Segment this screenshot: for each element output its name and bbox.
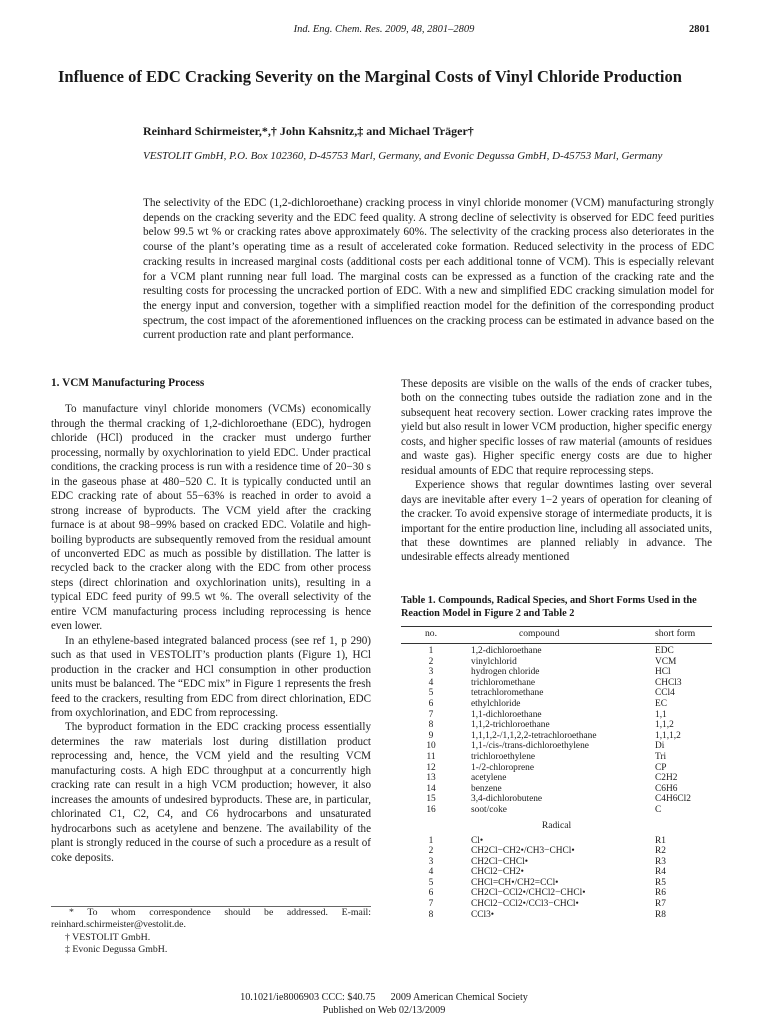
table-row	[401, 688, 712, 699]
cell-no: 15	[426, 794, 436, 805]
cell-compound: 1-/2-chloroprene	[471, 762, 534, 773]
cell-compound: 3,4-dichlorobutene	[471, 794, 543, 805]
cell-short-form: R2	[655, 846, 666, 857]
cell-compound: soot/coke	[471, 804, 507, 815]
cell-short-form: HCl	[655, 667, 671, 678]
published-line: Published on Web 02/13/2009	[322, 1005, 446, 1016]
cell-no: 3	[428, 667, 434, 678]
cell-no: 14	[426, 783, 436, 794]
cell-compound: CCl3•	[471, 909, 495, 920]
cell-no: 4	[428, 677, 434, 688]
affiliation: VESTOLIT GmbH, P.O. Box 102360, D-45753 Marl, Germany, and Evonic Degussa GmbH, D-45753 Marl, Germany	[143, 150, 663, 162]
cell-short-form: C2H2	[655, 773, 678, 784]
paragraph: To manufacture vinyl chloride monomers (VCMs) economically through the thermal cracking of 1,2-dichloroethane (EDC), hydrogen chloride (HCl) produced in the cracker must undergo further processing, normally by oxychlorination to yield EDC. Under practical conditions, the cracking process is run with a residence time of 20−30 s in the gaseous phase at 480−520 C. It is typically conducted until an EDC cracking rate of about 55−63% is reached in order to avoid a strong increase of byproducts. The VCM yield after the cracking furnace is at about 98−99% based on cracked EDC. Volatile and high-boiling byproducts are subsequently removed from the residual amount of unconverted EDC as much as possible by distillation. The latter is recycled back to the cracker along with the EDC from other process steps (direct chlorination and oxychlorination units), resulting in a typical EDC feed purity of 99.5 wt %. The overall selectivity of the entire VCM manufacturing process including reprocessing is hence even lower.	[51, 403, 371, 633]
cell-no: 2	[428, 846, 434, 857]
page-number: 2801	[689, 24, 710, 35]
table-row	[401, 867, 712, 878]
right-column	[401, 377, 712, 565]
cell-short-form: Di	[655, 741, 665, 752]
paragraph: These deposits are visible on the walls of the ends of cracker tubes, both on the connecting tubes outside the radiation zone and in the subsequent heat recovery section. Lower cracking rates improve the yield but also result in lower VCM production, higher specific energy costs, and higher specific losses of raw material (amounts of residues and waste gas). Higher specific energy costs are due to higher residual amounts of EDC that require reprocessing steps.	[401, 378, 712, 477]
cell-short-form: Tri	[655, 751, 667, 762]
table-row	[401, 657, 712, 668]
cell-compound: CH2Cl−CCl2•/CHCl2−CHCl•	[471, 888, 586, 899]
table-row	[401, 646, 712, 657]
cell-no: 11	[426, 751, 436, 762]
cell-compound: 1,1-/cis-/trans-dichloroethylene	[471, 741, 589, 752]
table-row	[401, 784, 712, 795]
footnotes	[51, 906, 371, 956]
cell-compound: trichloromethane	[471, 677, 536, 688]
cell-no: 1	[428, 646, 434, 656]
table-row	[401, 763, 712, 774]
page-header	[0, 24, 768, 38]
table-row	[401, 878, 712, 889]
table-row	[401, 752, 712, 763]
table-rule	[401, 626, 712, 627]
cell-compound: 1,1,2-trichloroethane	[471, 720, 550, 731]
cell-no: 13	[426, 773, 436, 784]
abstract: The selectivity of the EDC (1,2-dichloroethane) cracking process in vinyl chloride monomer (VCM) manufacturing strongly depends on the cracking severity and the EDC feed quality. A strong decline of selectivity is observed for EDC feed purities below 99.5 wt % or cracking rates above approximately 60%. The selectivity of the cracking process also deteriorates in the course of the plant’s operating time as a result of accelerated coke formation. Reduced selectivity in the process of EDC cracking results in increased marginal costs (additional costs per each additional tonne of VCM). This is especially relevant for a VCM plant running near full load. The marginal costs can be expressed as a function of the cracking rate and the resulting costs for processing the uncracked portion of EDC. With a new and simplified EDC cracking simulation model for the energy input and conversion, together with a simplified reaction model for the definition of the corresponding product spectrum, the cost impact of the aforementioned influences on the cracking process can be estimated in advance based on the current production rate and plant performance.	[143, 197, 714, 342]
cell-short-form: EDC	[655, 646, 674, 656]
table-row	[401, 667, 712, 678]
radical-heading: Radical	[541, 819, 572, 831]
cell-no: 8	[428, 720, 434, 731]
section-heading: 1. VCM Manufacturing Process	[51, 377, 205, 389]
article-title: Influence of EDC Cracking Severity on the Marginal Costs of Vinyl Chloride Production	[58, 67, 682, 86]
cell-no: 5	[428, 688, 434, 699]
cell-short-form: R6	[655, 888, 666, 899]
affiliation-footnote: ‡ Evonic Degussa GmbH.	[65, 943, 168, 955]
cell-compound: hydrogen chloride	[471, 667, 540, 678]
paragraph: In an ethylene-based integrated balanced process (see ref 1, p 290) such as that used in VESTOLIT’s production plants (Figure 1), HCl production in the cracker and HCl consumption in other production units must be balanced. The “EDC mix” in Figure 1 represents the fresh feed to the crackers, resulting from EDC from direct chlorination, EDC from oxychlorination, and EDC from reprocessing.	[51, 634, 371, 719]
cell-no: 6	[428, 888, 434, 899]
cell-short-form: C6H6	[655, 783, 678, 794]
compound-rows	[401, 646, 712, 816]
affiliation-footnote: † VESTOLIT GmbH.	[65, 931, 151, 943]
table-row	[401, 699, 712, 710]
cell-compound: 1,2-dichloroethane	[471, 646, 542, 656]
table-row	[401, 899, 712, 910]
cell-no: 4	[428, 867, 434, 878]
cell-compound: CHCl2−CCl2•/CCl3−CHCl•	[471, 899, 579, 910]
cell-no: 5	[428, 877, 434, 888]
author-list: Reinhard Schirmeister,*,† John Kahsnitz,‡ and Michael Träger†	[143, 124, 474, 138]
cell-short-form: 1,1,1,2	[655, 730, 681, 741]
cell-short-form: EC	[655, 698, 667, 709]
cell-no: 3	[428, 856, 434, 867]
table-row	[401, 773, 712, 784]
compound-table	[401, 594, 712, 920]
cell-compound: benzene	[471, 783, 502, 794]
column-header-short-form: short form	[655, 628, 696, 639]
cell-short-form: R3	[655, 856, 666, 867]
cell-compound: CH2Cl−CH2•/CH3−CHCl•	[471, 846, 575, 857]
cell-short-form: R5	[655, 877, 666, 888]
cell-no: 7	[428, 899, 434, 910]
cell-compound: Cl•	[471, 835, 484, 846]
table-row	[401, 710, 712, 721]
cell-no: 9	[428, 730, 434, 741]
table-row	[401, 910, 712, 921]
cell-short-form: 1,1	[655, 709, 667, 720]
cell-no: 1	[428, 835, 434, 846]
cell-short-form: R8	[655, 909, 666, 920]
cell-short-form: R4	[655, 867, 666, 878]
cell-short-form: VCM	[655, 656, 677, 667]
column-header-compound: compound	[519, 628, 560, 639]
cell-no: 8	[428, 909, 434, 920]
cell-compound: 1,1,1,2-/1,1,2,2-tetrachloroethane	[471, 730, 597, 741]
table-row	[401, 805, 712, 816]
cell-short-form: 1,1,2	[655, 720, 674, 731]
table-row	[401, 846, 712, 857]
cell-compound: acetylene	[471, 773, 507, 784]
table-rule	[401, 643, 712, 644]
cell-compound: CHCl2−CH2•	[471, 867, 524, 878]
cell-short-form: R1	[655, 835, 666, 846]
cell-compound: 1,1-dichloroethane	[471, 709, 542, 720]
cell-compound: vinylchlorid	[471, 656, 517, 667]
cell-short-form: C	[655, 804, 662, 815]
table-row	[401, 678, 712, 689]
paragraph: Experience shows that regular downtimes lasting over several days are inevitable after every 1−2 years of operation for cleaning of the cracker. To avoid expensive storage of intermediate products, it is important for the entire production line, including all associated units, that these downtimes are planned reliably in advance. The undesirable effects already mentioned	[401, 479, 712, 564]
cell-short-form: CCl4	[655, 688, 675, 699]
cell-compound: trichloroethylene	[471, 751, 536, 762]
cell-compound: ethylchloride	[471, 698, 521, 709]
cell-no: 16	[426, 804, 436, 815]
table-row	[401, 731, 712, 742]
paragraph: The byproduct formation in the EDC cracking process essentially determines the raw materials lost during distillation product reprocessing and, hence, the VCM yield and the resulting VCM manufacturing costs. A high EDC throughput at a concurrently high cracking rate can result in a high VCM production; however, it also increases the amounts of undesired byproducts. These are, in particular, chlorinated C1, C2, C4, and C6 hydrocarbons and unsaturated hydrocarbons such as acetylene and benzene. The availability of the plant is strongly reduced in the course of such a procedure as a result of coke deposits.	[51, 721, 371, 864]
cell-short-form: R7	[655, 899, 666, 910]
table-header	[401, 628, 712, 643]
cell-no: 7	[428, 709, 434, 720]
table-row	[401, 720, 712, 731]
column-header-no: no.	[425, 628, 437, 639]
cell-short-form: CHCl3	[655, 677, 682, 688]
cell-no: 6	[428, 698, 434, 709]
correspondence-footnote: * To whom correspondence should be addressed. E-mail: reinhard.schirmeister@vestolit.de.	[51, 907, 371, 931]
cell-no: 12	[426, 762, 436, 773]
cell-short-form: C4H6Cl2	[655, 794, 691, 805]
table-row	[401, 794, 712, 805]
cell-compound: tetrachloromethane	[471, 688, 544, 699]
cell-short-form: CP	[655, 762, 667, 773]
radical-rows	[401, 836, 712, 921]
doi-line: 10.1021/ie8006903 CCC: $40.75 2009 American Chemical Society	[240, 992, 528, 1003]
table-row	[401, 857, 712, 868]
cell-no: 2	[428, 656, 434, 667]
cell-compound: CHCl=CH•/CH2=CCl•	[471, 877, 559, 888]
table-caption: Table 1. Compounds, Radical Species, and Short Forms Used in the Reaction Model in Figure 2 and Table 2	[401, 595, 697, 619]
cell-compound: CH2Cl−CHCl•	[471, 856, 529, 867]
cell-no: 10	[426, 741, 436, 752]
journal-citation: Ind. Eng. Chem. Res. 2009, 48, 2801–2809	[293, 24, 475, 35]
table-row	[401, 888, 712, 899]
left-column	[51, 376, 371, 865]
page-footer	[0, 991, 768, 1017]
table-row	[401, 741, 712, 752]
table-row	[401, 836, 712, 847]
